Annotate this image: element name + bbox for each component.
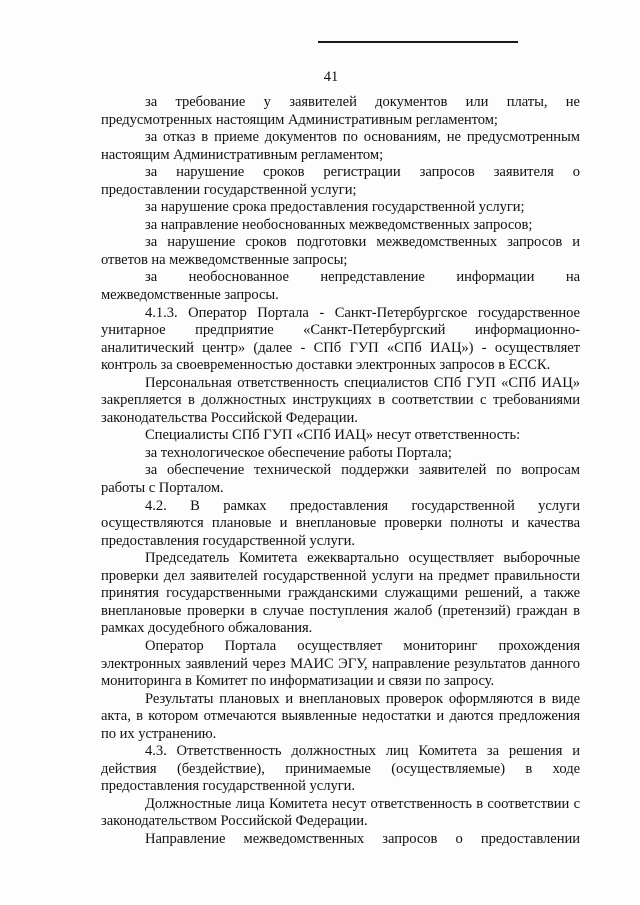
- paragraph: за требование у заявителей документов или платы, не предусмотренных настоящим Административным регламентом;: [101, 94, 580, 128]
- paragraph: за обеспечение технической поддержки заявителей по вопросам работы с Порталом.: [101, 462, 580, 497]
- paragraph: Оператор Портала осуществляет мониторинг прохождения электронных заявлений через МАИС ЭГУ, направление результатов данного мониторинга в Комитет по информатизации и связи по запросу.: [101, 637, 580, 690]
- paragraph: Председатель Комитета ежеквартально осуществляет выборочные проверки дел заявителей государственной услуги на предмет правильности принятия государственными гражданскими служащими решений, а также внеплановые проверки в случае поступления жалоб (претензий) граждан в рамках досудебного обжалования.: [101, 550, 580, 637]
- paragraph: за технологическое обеспечение работы Портала;: [145, 444, 452, 461]
- paragraph: Персональная ответственность специалистов СПб ГУП «СПб ИАЦ» закрепляется в должностных инструкциях в соответствии с требованиями законодательства Российской Федерации.: [101, 374, 580, 426]
- paragraph: Должностные лица Комитета несут ответственность в соответствии с законодательством Российской Федерации.: [101, 795, 580, 830]
- paragraph: за нарушение сроков регистрации запросов заявителя о предоставлении государственной услуги;: [101, 164, 580, 198]
- paragraph: за направление необоснованных межведомственных запросов;: [145, 216, 533, 233]
- paragraph: за необоснованное непредставление информации на межведомственные запросы.: [101, 269, 580, 304]
- paragraph: за отказ в приеме документов по основаниям, не предусмотренным настоящим Административным регламентом;: [101, 129, 580, 163]
- header-rule: [318, 41, 518, 43]
- body-text: [101, 94, 580, 849]
- paragraph: 4.3. Ответственность должностных лиц Комитета за решения и действия (бездействие), принимаемые (осуществляемые) в ходе предоставления государственной услуги.: [101, 743, 580, 795]
- paragraph: Специалисты СПб ГУП «СПб ИАЦ» несут ответственность:: [145, 427, 521, 444]
- paragraph: Результаты плановых и внеплановых проверок оформляются в виде акта, в котором отмечаются выявленные недостатки и даются предложения по их устранению.: [101, 690, 580, 742]
- paragraph: за нарушение сроков подготовки межведомственных запросов и ответов на межведомственные запросы;: [101, 234, 580, 268]
- paragraph: 4.2. В рамках предоставления государственной услуги осуществляются плановые и внеплановые проверки полноты и качества предоставления государственной услуги.: [101, 497, 580, 549]
- page-number: 41: [323, 69, 339, 85]
- paragraph: 4.1.3. Оператор Портала - Санкт-Петербургское государственное унитарное предприятие «Санкт-Петербургский информационно-аналитический центр» (далее - СПб ГУП «СПб ИАЦ») - осуществляет контроль за своевременностью доставки электронных запросов в ЕССК.: [101, 304, 580, 374]
- paragraph: за нарушение срока предоставления государственной услуги;: [145, 199, 525, 216]
- paragraph: Направление межведомственных запросов о предоставлении: [145, 830, 580, 847]
